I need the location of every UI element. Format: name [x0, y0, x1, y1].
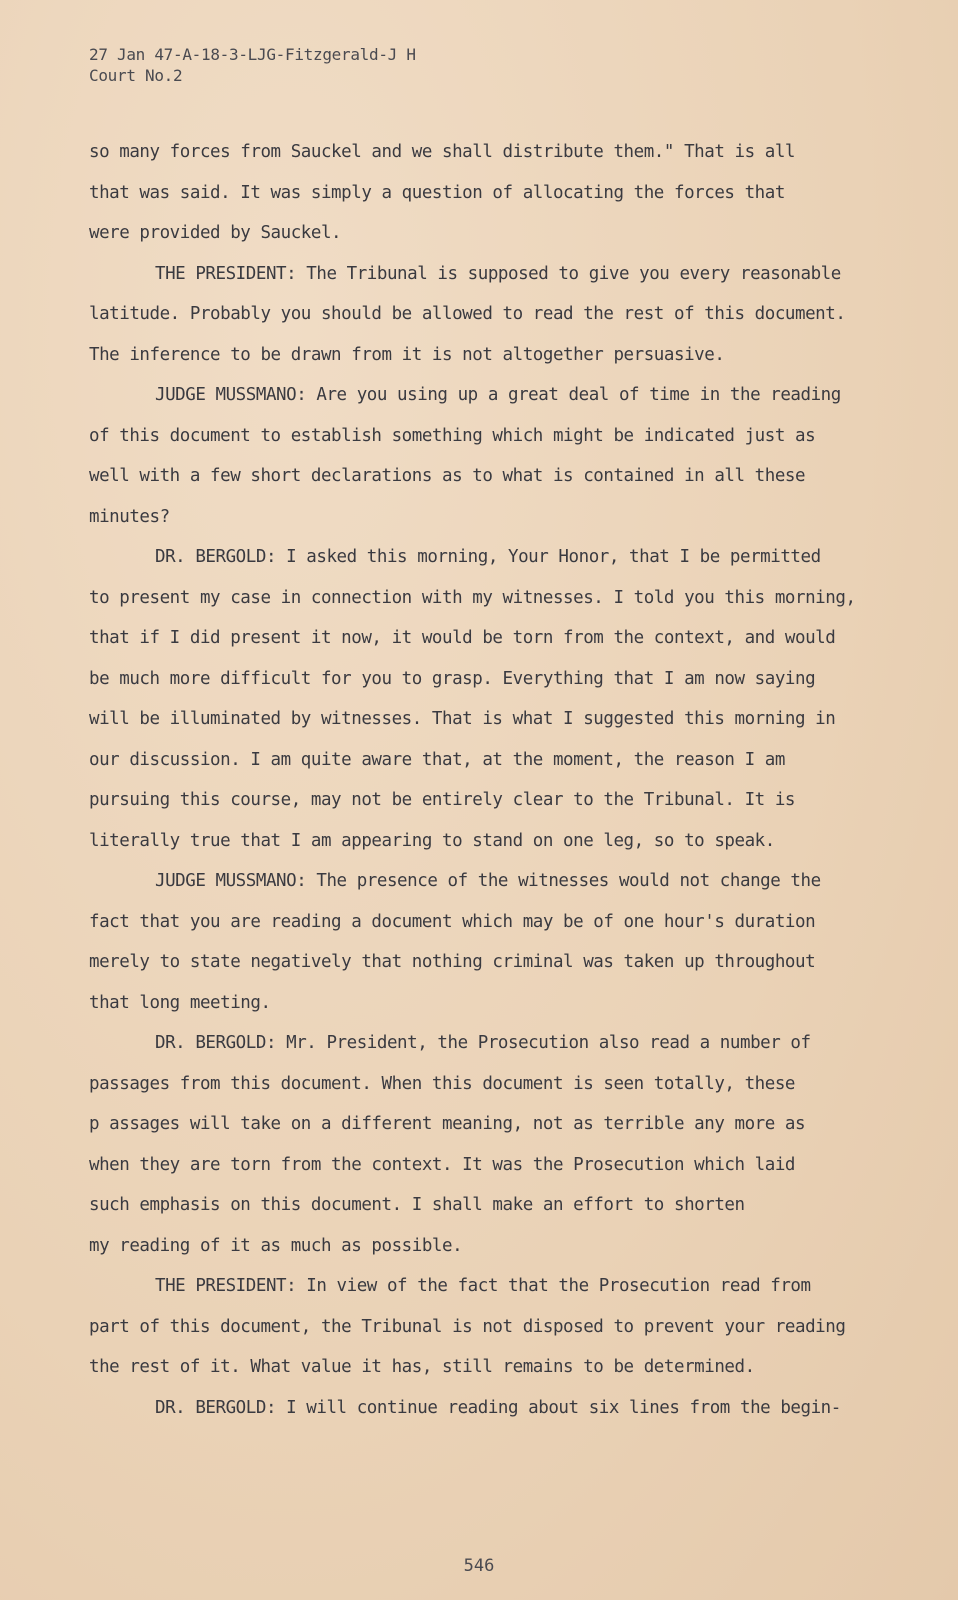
transcript-line: THE PRESIDENT: In view of the fact that the Prosecution read from [155, 1276, 811, 1296]
transcript-line: my reading of it as much as possible. [89, 1235, 463, 1256]
transcript-line: DR. BERGOLD: I asked this morning, Your Honor, that I be permitted [155, 547, 821, 567]
transcript-line: THE PRESIDENT: The Tribunal is supposed to give you every reasonable [155, 263, 841, 284]
transcript-line: fact that you are reading a document which may be of one hour's duration [89, 911, 816, 932]
transcript-line: to present my case in connection with my witnesses. I told you this morning, [89, 587, 856, 608]
transcript-line: will be illuminated by witnesses. That is what I suggested this morning in [89, 709, 836, 729]
transcript-line: p assages will take on a different meaning, not as terrible any more as [89, 1114, 806, 1134]
transcript-line: DR. BERGOLD: Mr. President, the Prosecution also read a number of [155, 1033, 811, 1053]
transcript-line: part of this document, the Tribunal is not disposed to prevent your reading [89, 1316, 846, 1337]
transcript-line: JUDGE MUSSMANO: The presence of the witnesses would not change the [155, 871, 821, 891]
transcript-line: that if I did present it now, it would be torn from the context, and would [89, 628, 836, 648]
transcript-line: our discussion. I am quite aware that, at the moment, the reason I am [89, 749, 785, 770]
transcript-line: merely to state negatively that nothing criminal was taken up throughout [89, 952, 816, 972]
transcript-line: were provided by Sauckel. [89, 223, 342, 243]
transcript-line: literally true that I am appearing to stand on one leg, so to speak. [89, 830, 775, 851]
transcript-line: that was said. It was simply a question of allocating the forces that [89, 182, 785, 203]
transcript-body [89, 132, 889, 1428]
header-reference: 27 Jan 47-A-18-3-LJG-Fitzgerald-J H [89, 45, 416, 64]
transcript-line: pursuing this course, may not be entirely clear to the Tribunal. It is [89, 790, 796, 810]
transcript-line: The inference to be drawn from it is not altogether persuasive. [89, 344, 725, 365]
transcript-line: that long meeting. [89, 992, 271, 1013]
transcript-line: so many forces from Sauckel and we shall distribute them." That is all [89, 142, 796, 162]
transcript-line: of this document to establish something which might be indicated just as [89, 425, 816, 446]
transcript-line: such emphasis on this document. I shall make an effort to shorten [89, 1195, 745, 1215]
page-number: 546 [463, 1556, 495, 1576]
transcript-line: well with a few short declarations as to what is contained in all these [89, 466, 806, 486]
transcript-line: the rest of it. What value it has, still remains to be determined. [89, 1357, 755, 1377]
transcript-line: passages from this document. When this document is seen totally, these [89, 1073, 796, 1094]
transcript-line: latitude. Probably you should be allowed to read the rest of this document. [89, 304, 846, 324]
transcript-line: minutes? [89, 506, 170, 527]
header-court: Court No.2 [89, 66, 183, 85]
document-header [89, 44, 416, 86]
transcript-line: JUDGE MUSSMANO: Are you using up a great deal of time in the reading [155, 385, 841, 405]
transcript-line: be much more difficult for you to grasp. Everything that I am now saying [89, 668, 816, 689]
transcript-line: when they are torn from the context. It was the Prosecution which laid [89, 1154, 796, 1175]
transcript-line: DR. BERGOLD: I will continue reading about six lines from the begin- [155, 1397, 841, 1418]
